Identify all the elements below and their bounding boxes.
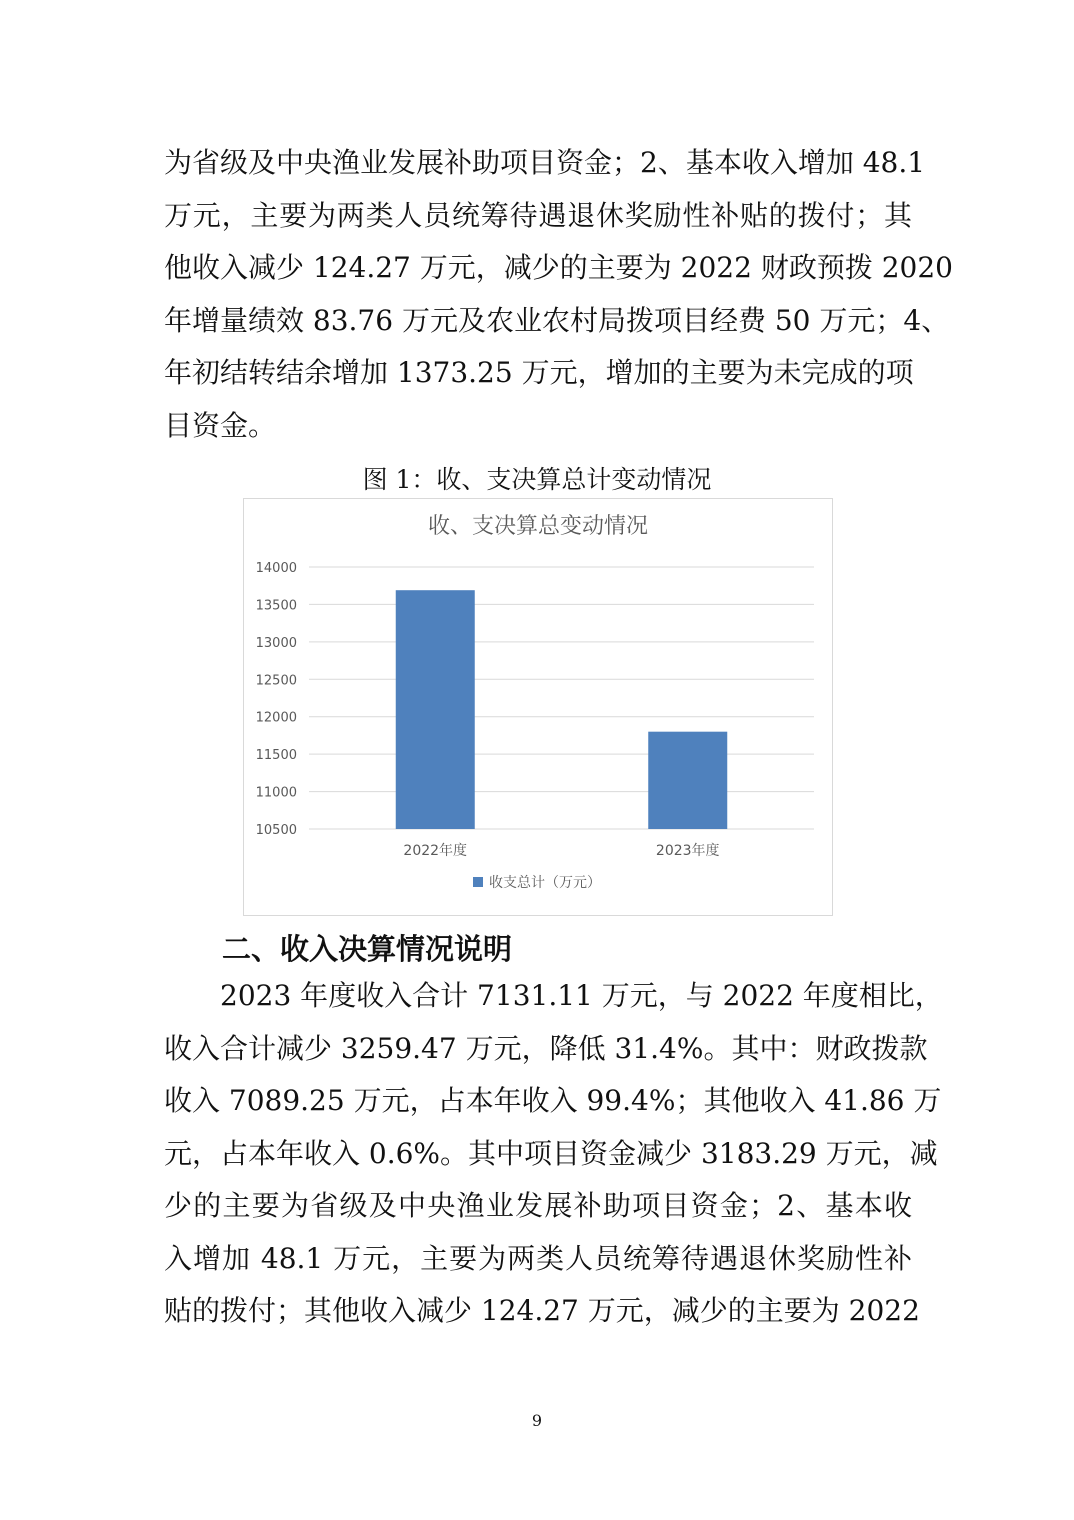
paragraph-line: 他收入减少 124.27 万元，减少的主要为 2022 财政预拨 2020 [164, 251, 953, 284]
y-tick-label: 11500 [255, 748, 297, 764]
section-heading: 二、收入决算情况说明 [222, 932, 513, 966]
paragraph-line: 为省级及中央渔业发展补助项目资金；2、基本收入增加 48.1 [164, 146, 926, 179]
bar [648, 732, 727, 829]
chart-title: 收、支决算总变动情况 [427, 514, 649, 539]
y-tick-label: 12500 [255, 673, 297, 689]
bar [396, 590, 475, 829]
x-tick-label: 2023年度 [655, 843, 720, 859]
y-tick-label: 11000 [255, 785, 297, 801]
top-paragraph [164, 137, 953, 452]
y-tick-label: 13500 [255, 598, 297, 614]
paragraph-line: 收入合计减少 3259.47 万元，降低 31.4%。其中：财政拨款 [164, 1031, 928, 1065]
paragraph-line: 收入 7089.25 万元，占本年收入 99.4%；其他收入 41.86 万 [164, 1084, 942, 1117]
legend-label: 收支总计（万元） [489, 875, 601, 891]
page-number: 9 [531, 1411, 543, 1430]
legend-swatch [473, 877, 483, 887]
paragraph-line: 贴的拨付；其他收入减少 124.27 万元，减少的主要为 2022 [164, 1294, 920, 1327]
body-paragraph [164, 970, 943, 1338]
y-tick-label: 13000 [255, 635, 297, 651]
y-tick-label: 12000 [255, 710, 297, 726]
chart-canvas [244, 499, 832, 915]
paragraph-line: 年初结转结余增加 1373.25 万元，增加的主要为未完成的项 [164, 356, 914, 389]
paragraph-line: 目资金。 [164, 408, 277, 442]
figure-caption: 图 1：收、支决算总计变动情况 [362, 465, 712, 494]
paragraph-line: 少的主要为省级及中央渔业发展补助项目资金；2、基本收 [164, 1189, 912, 1222]
y-tick-label: 14000 [255, 561, 297, 576]
paragraph-line: 年增量绩效 83.76 万元及农业农村局拨项目经费 50 万元；4、 [164, 303, 950, 337]
paragraph-line: 2023 年度收入合计 7131.11 万元，与 2022 年度相比， [220, 979, 943, 1012]
y-tick-label: 10500 [255, 823, 297, 838]
x-tick-label: 2022年度 [403, 843, 468, 859]
paragraph-line: 万元，主要为两类人员统筹待遇退休奖励性补贴的拨付；其 [164, 198, 912, 232]
bar-chart [243, 498, 833, 916]
paragraph-line: 元，占本年收入 0.6%。其中项目资金减少 3183.29 万元，减 [164, 1136, 938, 1170]
paragraph-line: 入增加 48.1 万元，主要为两类人员统筹待遇退休奖励性补 [164, 1241, 912, 1275]
